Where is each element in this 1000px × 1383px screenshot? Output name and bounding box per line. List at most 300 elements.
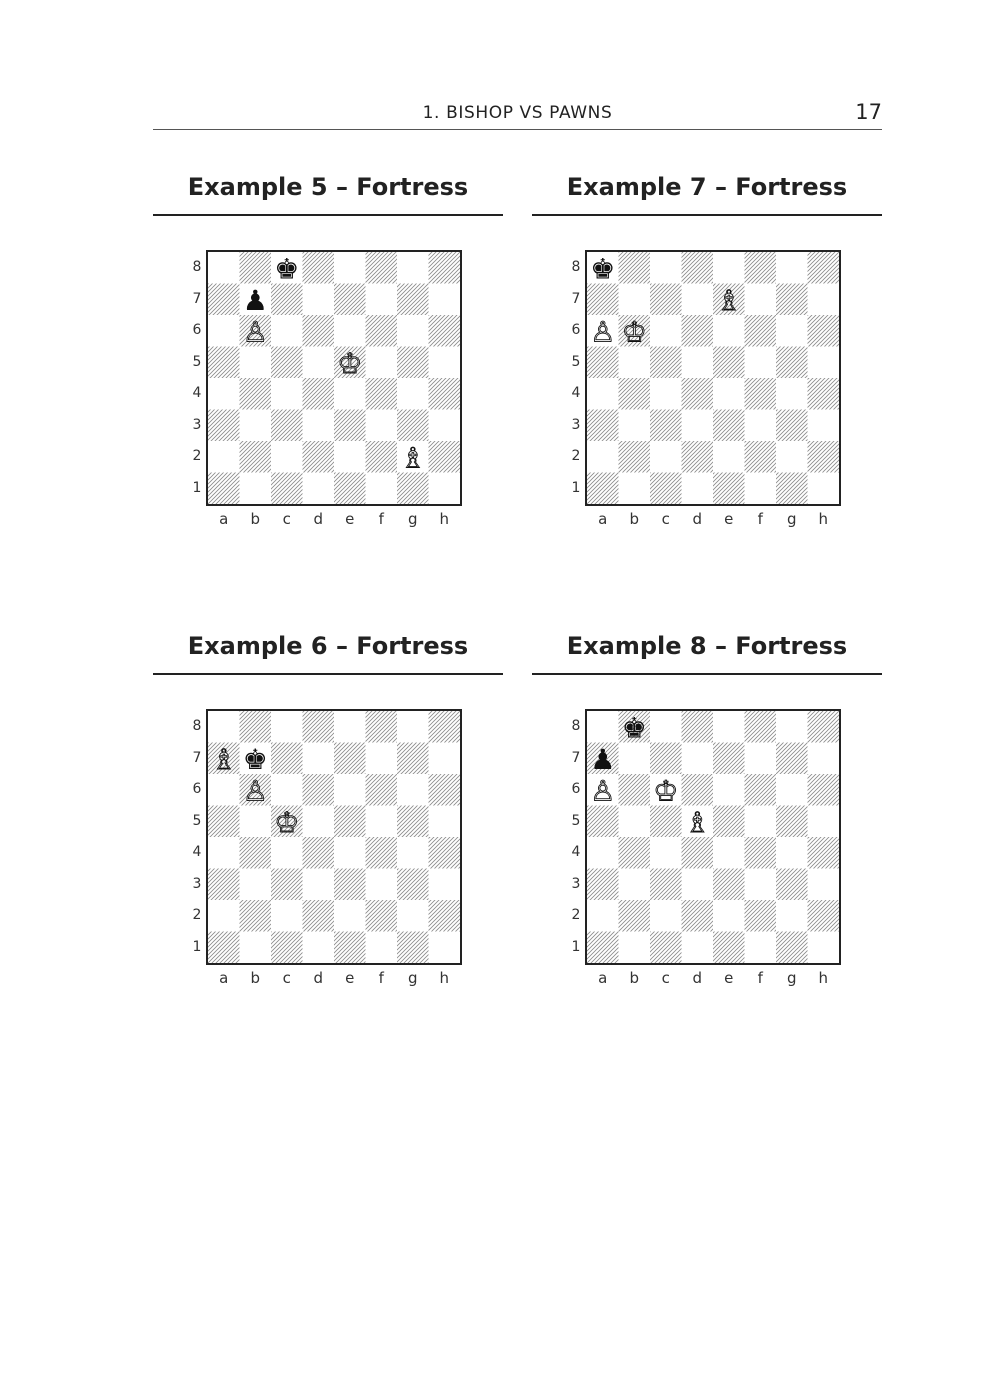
square-b2 [619, 900, 651, 932]
square-g3 [397, 410, 429, 442]
square-h5 [808, 806, 840, 838]
square-c8 [650, 711, 682, 743]
rank-label-7: 7 [571, 290, 581, 307]
square-a4 [208, 837, 240, 869]
square-e4 [713, 837, 745, 869]
chess-board [585, 709, 841, 965]
square-e6 [713, 774, 745, 806]
board-squares [587, 711, 839, 963]
rank-label-5: 5 [571, 353, 581, 370]
square-h2 [808, 900, 840, 932]
square-d7 [303, 284, 335, 316]
square-c2 [271, 900, 303, 932]
diagram-example-7 [532, 170, 882, 540]
rank-label-2: 2 [192, 448, 202, 464]
chess-board [206, 250, 462, 506]
file-label-c: c [282, 510, 291, 528]
square-e3 [334, 410, 366, 442]
rank-label-8: 8 [571, 718, 581, 734]
square-h8 [808, 711, 840, 743]
square-d3 [303, 410, 335, 442]
rank-label-1: 1 [192, 938, 202, 955]
square-g7 [397, 284, 429, 316]
board-squares [587, 252, 839, 504]
square-e2 [713, 441, 745, 473]
white-king-b6: ♔ [621, 315, 647, 349]
square-f5 [366, 806, 398, 838]
square-f4 [366, 378, 398, 410]
square-c6 [271, 315, 303, 347]
square-h8 [429, 711, 461, 743]
rank-label-2: 2 [571, 907, 581, 923]
square-a5 [587, 347, 619, 379]
file-label-e: e [345, 969, 355, 987]
square-e2 [713, 900, 745, 932]
diagram-example-8 [532, 629, 882, 999]
square-f7 [366, 284, 398, 316]
rank-label-4: 4 [192, 844, 202, 860]
square-b7 [619, 743, 651, 775]
square-c8 [271, 711, 303, 743]
square-c1 [271, 932, 303, 964]
square-g4 [776, 837, 808, 869]
square-a8 [208, 252, 240, 284]
white-bishop-g2: ♗ [400, 441, 426, 475]
square-e4 [334, 378, 366, 410]
white-king-c5: ♔ [274, 805, 300, 839]
file-label-c: c [661, 969, 670, 987]
square-b4 [619, 837, 651, 869]
square-c4 [271, 378, 303, 410]
file-label-f: f [378, 969, 384, 987]
black-king-b7: ♚ [242, 742, 268, 776]
square-a1 [587, 473, 619, 505]
square-c1 [271, 473, 303, 505]
square-f5 [366, 347, 398, 379]
square-a4 [208, 378, 240, 410]
square-d1 [682, 932, 714, 964]
square-b4 [619, 378, 651, 410]
file-label-e: e [345, 510, 355, 528]
square-b3 [240, 410, 272, 442]
square-b4 [240, 837, 272, 869]
square-f1 [745, 473, 777, 505]
square-e1 [713, 932, 745, 964]
square-e6 [334, 315, 366, 347]
square-d5 [682, 347, 714, 379]
square-e7 [334, 284, 366, 316]
square-h6 [429, 774, 461, 806]
file-label-a: a [219, 969, 229, 987]
square-h7 [429, 284, 461, 316]
rank-label-3: 3 [571, 875, 581, 892]
file-label-g: g [786, 969, 797, 987]
square-f8 [366, 252, 398, 284]
square-h8 [808, 252, 840, 284]
square-a2 [587, 900, 619, 932]
square-c3 [650, 410, 682, 442]
square-e5 [334, 806, 366, 838]
square-f7 [745, 743, 777, 775]
square-e7 [713, 743, 745, 775]
square-g5 [776, 347, 808, 379]
black-pawn-b7: ♟ [242, 283, 268, 317]
square-g1 [397, 473, 429, 505]
square-g2 [776, 900, 808, 932]
square-d2 [303, 441, 335, 473]
square-g5 [397, 806, 429, 838]
square-c7 [650, 284, 682, 316]
square-e5 [713, 806, 745, 838]
square-c7 [271, 743, 303, 775]
square-b4 [240, 378, 272, 410]
square-h6 [429, 315, 461, 347]
file-label-e: e [724, 969, 734, 987]
square-d7 [682, 284, 714, 316]
square-g7 [776, 284, 808, 316]
rank-label-5: 5 [192, 812, 202, 829]
running-head [153, 100, 882, 130]
file-label-g: g [786, 510, 797, 528]
white-pawn-a6: ♙ [590, 315, 616, 349]
diagram-example-5 [153, 170, 503, 540]
square-c3 [271, 410, 303, 442]
square-h6 [808, 315, 840, 347]
square-f3 [745, 869, 777, 901]
square-c5 [650, 347, 682, 379]
square-a5 [587, 806, 619, 838]
rank-label-7: 7 [192, 749, 202, 766]
file-label-f: f [757, 969, 763, 987]
square-a3 [587, 410, 619, 442]
square-a8 [208, 711, 240, 743]
square-g2 [776, 441, 808, 473]
file-label-c: c [282, 969, 291, 987]
square-f2 [745, 900, 777, 932]
square-h4 [808, 837, 840, 869]
square-d5 [303, 347, 335, 379]
square-d3 [303, 869, 335, 901]
square-f7 [366, 743, 398, 775]
square-h7 [808, 743, 840, 775]
square-f6 [366, 315, 398, 347]
square-e8 [713, 711, 745, 743]
square-g3 [776, 869, 808, 901]
square-g1 [776, 473, 808, 505]
square-c2 [271, 441, 303, 473]
square-d3 [682, 410, 714, 442]
file-label-d: d [313, 510, 324, 528]
square-e2 [334, 900, 366, 932]
rank-label-5: 5 [192, 353, 202, 370]
file-label-a: a [219, 510, 229, 528]
square-e6 [334, 774, 366, 806]
chess-board [206, 709, 462, 965]
square-e3 [713, 410, 745, 442]
file-label-c: c [661, 510, 670, 528]
rank-label-8: 8 [192, 718, 202, 734]
square-a8 [587, 711, 619, 743]
square-d4 [682, 378, 714, 410]
square-g4 [397, 378, 429, 410]
square-h5 [808, 347, 840, 379]
white-bishop-d5: ♗ [684, 805, 710, 839]
square-g6 [776, 774, 808, 806]
square-b3 [619, 410, 651, 442]
square-d1 [303, 473, 335, 505]
square-d8 [303, 252, 335, 284]
square-f6 [366, 774, 398, 806]
square-c3 [650, 869, 682, 901]
square-g8 [397, 252, 429, 284]
square-c8 [650, 252, 682, 284]
square-f6 [745, 315, 777, 347]
square-h7 [429, 743, 461, 775]
square-h4 [429, 378, 461, 410]
square-b2 [240, 441, 272, 473]
diagram-title: Example 8 – Fortress [532, 629, 882, 675]
square-b5 [240, 806, 272, 838]
square-b1 [619, 932, 651, 964]
square-a1 [587, 932, 619, 964]
file-label-f: f [757, 510, 763, 528]
square-e8 [713, 252, 745, 284]
square-g6 [397, 774, 429, 806]
square-g3 [397, 869, 429, 901]
square-b3 [240, 869, 272, 901]
diagram-example-6 [153, 629, 503, 999]
square-a1 [208, 473, 240, 505]
square-d7 [682, 743, 714, 775]
square-b5 [619, 806, 651, 838]
rank-label-3: 3 [192, 875, 202, 892]
square-g7 [397, 743, 429, 775]
square-f3 [745, 410, 777, 442]
square-c7 [271, 284, 303, 316]
square-f8 [366, 711, 398, 743]
square-d4 [682, 837, 714, 869]
white-king-c6: ♔ [653, 774, 679, 808]
square-d2 [682, 441, 714, 473]
rank-label-1: 1 [571, 479, 581, 496]
rank-label-6: 6 [192, 322, 202, 338]
square-h5 [429, 347, 461, 379]
diagram-title: Example 6 – Fortress [153, 629, 503, 675]
square-b8 [240, 711, 272, 743]
square-g3 [776, 410, 808, 442]
square-c2 [650, 900, 682, 932]
file-label-g: g [407, 969, 418, 987]
square-g1 [776, 932, 808, 964]
square-c4 [650, 837, 682, 869]
square-e3 [713, 869, 745, 901]
square-e8 [334, 252, 366, 284]
square-d6 [303, 315, 335, 347]
square-e3 [334, 869, 366, 901]
square-d4 [303, 378, 335, 410]
file-label-e: e [724, 510, 734, 528]
square-e1 [713, 473, 745, 505]
rank-label-2: 2 [571, 448, 581, 464]
square-d6 [303, 774, 335, 806]
square-c5 [271, 347, 303, 379]
square-f2 [366, 900, 398, 932]
file-label-h: h [818, 510, 828, 528]
square-a6 [208, 774, 240, 806]
square-f8 [745, 711, 777, 743]
rank-label-7: 7 [571, 749, 581, 766]
square-h2 [429, 900, 461, 932]
square-d3 [682, 869, 714, 901]
rank-label-8: 8 [571, 259, 581, 275]
square-c4 [271, 837, 303, 869]
square-e1 [334, 473, 366, 505]
square-h3 [808, 869, 840, 901]
square-b5 [619, 347, 651, 379]
square-a3 [208, 869, 240, 901]
square-a3 [587, 869, 619, 901]
file-label-a: a [598, 510, 608, 528]
rank-label-7: 7 [192, 290, 202, 307]
rank-label-4: 4 [571, 385, 581, 401]
square-c4 [650, 378, 682, 410]
square-b2 [619, 441, 651, 473]
square-g8 [776, 711, 808, 743]
board-squares [208, 711, 460, 963]
rank-label-3: 3 [192, 416, 202, 433]
file-label-a: a [598, 969, 608, 987]
file-label-h: h [439, 510, 449, 528]
square-d6 [682, 315, 714, 347]
square-d1 [682, 473, 714, 505]
white-pawn-a6: ♙ [590, 774, 616, 808]
square-d5 [303, 806, 335, 838]
running-title: 1. BISHOP VS PAWNS [422, 103, 613, 123]
square-e1 [334, 932, 366, 964]
rank-label-6: 6 [571, 781, 581, 797]
square-e8 [334, 711, 366, 743]
square-e7 [334, 743, 366, 775]
square-f5 [745, 806, 777, 838]
rank-label-3: 3 [571, 416, 581, 433]
square-a2 [587, 441, 619, 473]
square-e4 [713, 378, 745, 410]
black-pawn-a7: ♟ [590, 742, 616, 776]
square-c6 [650, 315, 682, 347]
square-h5 [429, 806, 461, 838]
square-a7 [587, 284, 619, 316]
square-b1 [619, 473, 651, 505]
rank-label-1: 1 [192, 479, 202, 496]
square-h3 [808, 410, 840, 442]
square-h4 [808, 378, 840, 410]
square-g4 [776, 378, 808, 410]
square-f5 [745, 347, 777, 379]
square-f1 [745, 932, 777, 964]
square-g1 [397, 932, 429, 964]
square-f3 [366, 869, 398, 901]
square-c1 [650, 473, 682, 505]
file-label-b: b [629, 969, 640, 987]
file-label-h: h [818, 969, 828, 987]
square-h4 [429, 837, 461, 869]
rank-label-4: 4 [571, 844, 581, 860]
file-label-b: b [629, 510, 640, 528]
file-label-h: h [439, 969, 449, 987]
square-b8 [240, 252, 272, 284]
square-b7 [619, 284, 651, 316]
square-a5 [208, 806, 240, 838]
square-g8 [776, 252, 808, 284]
square-h1 [429, 473, 461, 505]
square-g4 [397, 837, 429, 869]
square-d6 [682, 774, 714, 806]
square-c5 [650, 806, 682, 838]
square-a4 [587, 837, 619, 869]
square-b1 [240, 473, 272, 505]
square-b3 [619, 869, 651, 901]
square-b5 [240, 347, 272, 379]
square-c6 [271, 774, 303, 806]
square-d8 [682, 711, 714, 743]
square-h1 [808, 473, 840, 505]
square-f7 [745, 284, 777, 316]
square-h2 [808, 441, 840, 473]
square-f8 [745, 252, 777, 284]
square-d8 [682, 252, 714, 284]
rank-label-6: 6 [192, 781, 202, 797]
square-h7 [808, 284, 840, 316]
square-a1 [208, 932, 240, 964]
square-h6 [808, 774, 840, 806]
square-c2 [650, 441, 682, 473]
square-d4 [303, 837, 335, 869]
rank-label-8: 8 [192, 259, 202, 275]
file-label-d: d [692, 969, 703, 987]
square-a5 [208, 347, 240, 379]
square-c7 [650, 743, 682, 775]
white-pawn-b6: ♙ [242, 315, 268, 349]
chess-board [585, 250, 841, 506]
square-h3 [429, 410, 461, 442]
square-a7 [208, 284, 240, 316]
page-number: 17 [855, 100, 882, 124]
square-b2 [240, 900, 272, 932]
rank-label-6: 6 [571, 322, 581, 338]
square-e5 [713, 347, 745, 379]
square-f1 [366, 473, 398, 505]
square-g2 [397, 900, 429, 932]
square-d8 [303, 711, 335, 743]
square-f2 [366, 441, 398, 473]
white-king-e5: ♔ [337, 346, 363, 380]
rank-label-1: 1 [571, 938, 581, 955]
square-a6 [208, 315, 240, 347]
square-g6 [776, 315, 808, 347]
square-g5 [397, 347, 429, 379]
square-f2 [745, 441, 777, 473]
square-f6 [745, 774, 777, 806]
square-e2 [334, 441, 366, 473]
file-label-d: d [692, 510, 703, 528]
file-label-b: b [250, 969, 261, 987]
file-label-d: d [313, 969, 324, 987]
square-h1 [429, 932, 461, 964]
square-c3 [271, 869, 303, 901]
square-g5 [776, 806, 808, 838]
square-d2 [303, 900, 335, 932]
square-e6 [713, 315, 745, 347]
